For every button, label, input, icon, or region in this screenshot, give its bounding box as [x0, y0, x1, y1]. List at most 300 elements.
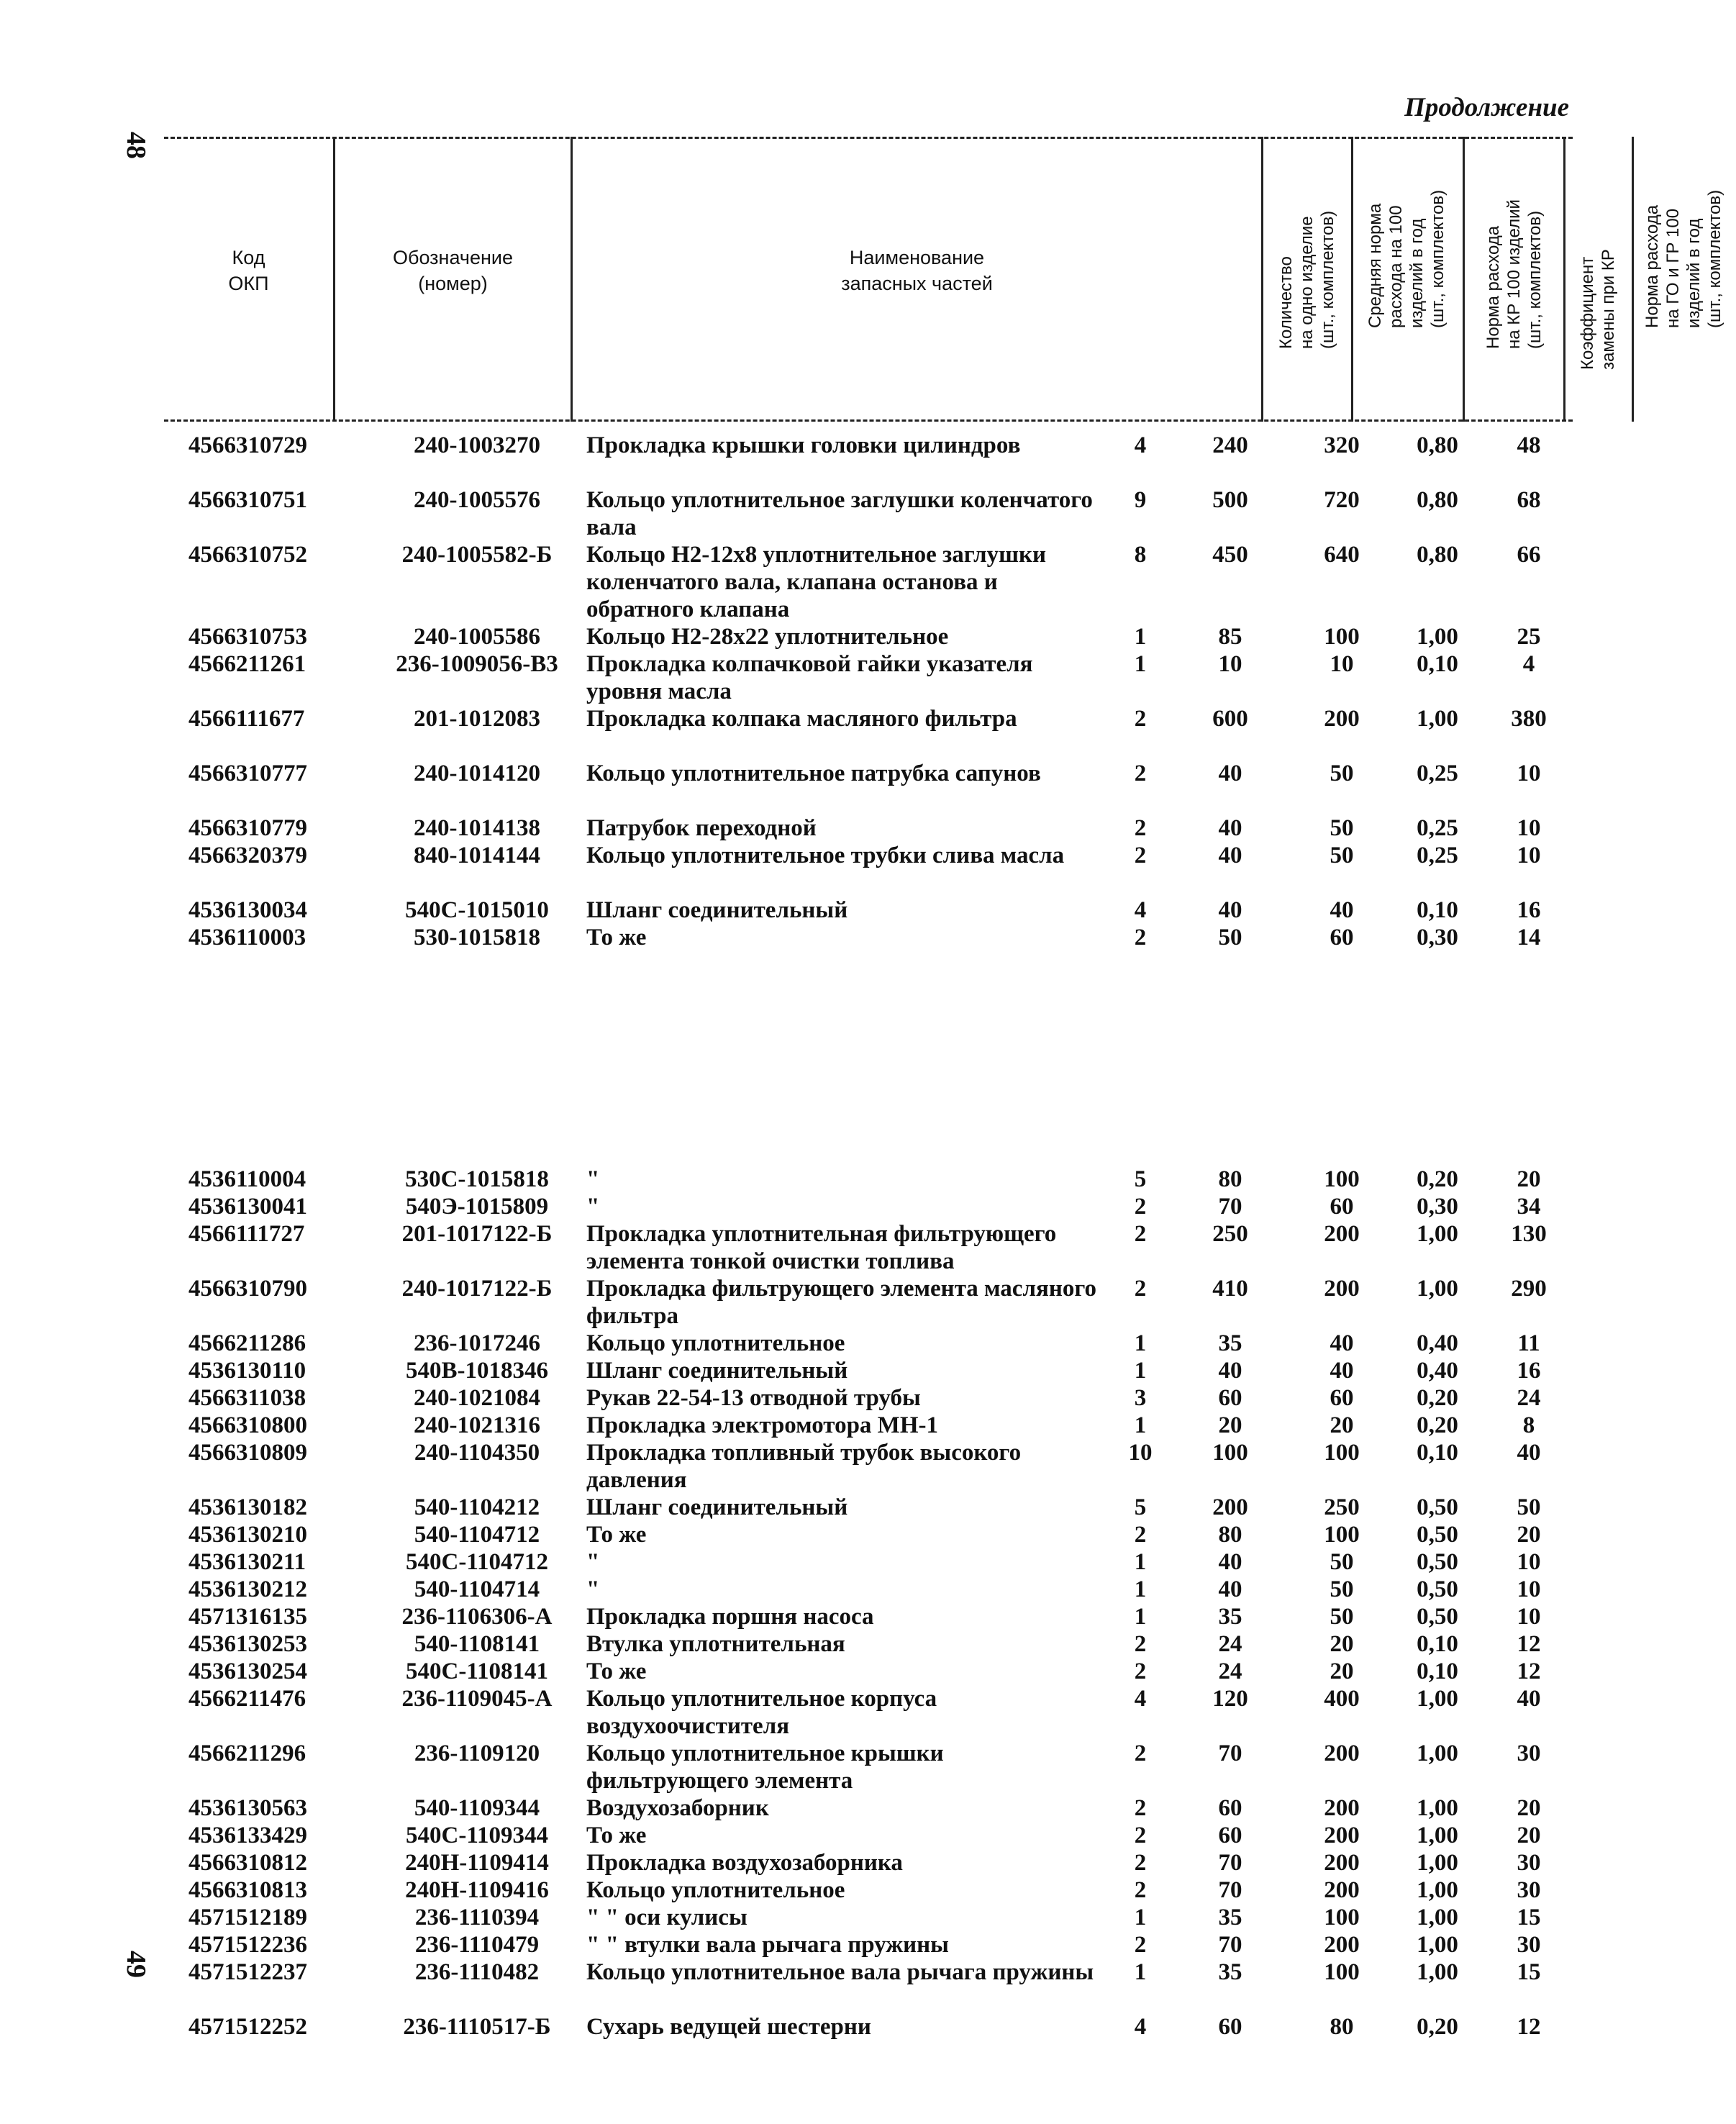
part-name: Прокладка крышки головки цилиндров: [586, 432, 1021, 458]
go-norm: 10: [1517, 1549, 1541, 1575]
qty-per-item: 2: [1134, 1221, 1147, 1247]
okp-code: 4571512189: [188, 1905, 307, 1930]
part-name: Кольцо уплотнительное корпуса воздухоочистителя: [586, 1686, 937, 1739]
replace-coef: 0,50: [1417, 1494, 1458, 1520]
go-norm: 30: [1517, 1850, 1541, 1876]
part-name: Рукав 22-54-13 отводной трубы: [586, 1385, 921, 1411]
kr-norm: 50: [1330, 843, 1354, 868]
replace-coef: 1,00: [1417, 1959, 1458, 1985]
header-qty-cell: [1261, 137, 1351, 422]
go-norm: 48: [1517, 432, 1541, 458]
go-norm: 68: [1517, 487, 1541, 513]
avg-norm: 80: [1218, 1166, 1242, 1192]
part-number: 236-1109120: [414, 1740, 540, 1766]
header-coef-cell: [1563, 137, 1632, 422]
replace-coef: 1,00: [1417, 1686, 1458, 1712]
avg-norm: 70: [1218, 1932, 1242, 1958]
okp-code: 4536130253: [188, 1631, 307, 1657]
okp-code: 4566310751: [188, 487, 307, 513]
table-row: [0, 1576, 1700, 1603]
qty-per-item: 2: [1134, 815, 1147, 841]
qty-per-item: 5: [1134, 1166, 1147, 1192]
qty-per-item: 4: [1134, 432, 1147, 458]
okp-code: 4566320379: [188, 843, 307, 868]
avg-norm: 500: [1212, 487, 1248, 513]
avg-norm: 24: [1218, 1658, 1242, 1684]
part-name: ": [586, 1194, 600, 1220]
kr-norm: 200: [1324, 1823, 1360, 1848]
header-code: Код ОКП: [228, 247, 269, 294]
table-row: [0, 1548, 1700, 1576]
go-norm: 14: [1517, 925, 1541, 950]
part-name: Прокладка колпачковой гайки указателя уровня масла: [586, 651, 1033, 704]
go-norm: 20: [1517, 1823, 1541, 1848]
part-name: ": [586, 1576, 600, 1602]
header-kr-norm: Норма расхода на КР 100 изделий (шт., комплектов): [1483, 199, 1545, 349]
go-norm: 130: [1511, 1221, 1547, 1247]
go-norm: 25: [1517, 624, 1541, 650]
okp-code: 4566311038: [188, 1385, 306, 1411]
part-number: 540С-1108141: [406, 1658, 548, 1684]
table-row: [0, 623, 1700, 650]
header-go-norm: Норма расхода на ГО и ГР 100 изделий в год (шт., комплектов): [1642, 189, 1724, 328]
okp-code: 4571512237: [188, 1959, 307, 1985]
replace-coef: 0,20: [1417, 1166, 1458, 1192]
avg-norm: 250: [1212, 1221, 1248, 1247]
kr-norm: 200: [1324, 1932, 1360, 1958]
okp-code: 4566310779: [188, 815, 307, 841]
part-number: 236-1106306-А: [401, 1604, 553, 1630]
qty-per-item: 2: [1134, 1631, 1147, 1657]
go-norm: 10: [1517, 1576, 1541, 1602]
avg-norm: 40: [1218, 1576, 1242, 1602]
table-row: [0, 1166, 1700, 1193]
okp-code: 4566310752: [188, 542, 307, 568]
go-norm: 34: [1517, 1194, 1541, 1220]
part-name: Прокладка электромотора МН-1: [586, 1412, 938, 1438]
okp-code: 4536130211: [188, 1549, 306, 1575]
okp-code: 4566310800: [188, 1412, 307, 1438]
table-row: [0, 541, 1700, 623]
part-number: 240-1003270: [414, 432, 540, 458]
okp-code: 4566310813: [188, 1877, 307, 1903]
replace-coef: 0,25: [1417, 843, 1458, 868]
kr-norm: 80: [1330, 2014, 1354, 2040]
part-number: 236-1110482: [414, 1959, 540, 1985]
part-name: Шланг соединительный: [586, 897, 848, 923]
okp-code: 4566211261: [188, 651, 306, 677]
replace-coef: 0,25: [1417, 761, 1458, 786]
table-row: [0, 2013, 1700, 2041]
part-name: Воздухозаборник: [586, 1795, 769, 1821]
part-number: 540Э-1015809: [405, 1194, 549, 1220]
replace-coef: 1,00: [1417, 1877, 1458, 1903]
part-number: 540-1104712: [414, 1522, 540, 1548]
table-row: [0, 1521, 1700, 1548]
replace-coef: 0,50: [1417, 1604, 1458, 1630]
replace-coef: 1,00: [1417, 1850, 1458, 1876]
avg-norm: 600: [1212, 706, 1248, 732]
table-row: [0, 486, 1700, 541]
avg-norm: 80: [1218, 1522, 1242, 1548]
go-norm: 12: [1517, 1631, 1541, 1657]
part-name: Кольцо уплотнительное патрубка сапунов: [586, 761, 1041, 786]
table-row: [0, 1412, 1700, 1439]
go-norm: 40: [1517, 1686, 1541, 1712]
part-name: Прокладка фильтрующего элемента масляного фильтра: [586, 1276, 1097, 1329]
table-row: [0, 1904, 1700, 1931]
replace-coef: 0,10: [1417, 897, 1458, 923]
go-norm: 10: [1517, 1604, 1541, 1630]
table-row: [0, 1193, 1700, 1220]
go-norm: 11: [1517, 1330, 1540, 1356]
table-row: [0, 1630, 1700, 1658]
avg-norm: 70: [1218, 1850, 1242, 1876]
table-row: [0, 1658, 1700, 1685]
avg-norm: 24: [1218, 1631, 1242, 1657]
okp-code: 4566211476: [188, 1686, 306, 1712]
table-row: [0, 1959, 1700, 2013]
part-name: Сухарь ведущей шестерни: [586, 2014, 871, 2040]
qty-per-item: 4: [1134, 897, 1147, 923]
header-avg-norm-cell: [1351, 137, 1463, 422]
kr-norm: 720: [1324, 487, 1360, 513]
part-number: 240-1021084: [414, 1385, 540, 1411]
okp-code: 4566310809: [188, 1440, 307, 1466]
avg-norm: 35: [1218, 1330, 1242, 1356]
table-row: [0, 1220, 1700, 1275]
part-number: 236-1109045-А: [401, 1686, 553, 1712]
page-number-top: 48: [121, 132, 151, 159]
go-norm: 12: [1517, 2014, 1541, 2040]
replace-coef: 0,20: [1417, 1385, 1458, 1411]
qty-per-item: 1: [1134, 1412, 1147, 1438]
avg-norm: 70: [1218, 1877, 1242, 1903]
header-code-cell: [164, 137, 333, 422]
qty-per-item: 2: [1134, 1658, 1147, 1684]
part-number: 236-1009056-В3: [396, 651, 558, 677]
table-body-upper: [0, 432, 1700, 951]
kr-norm: 200: [1324, 1221, 1360, 1247]
avg-norm: 35: [1218, 1959, 1242, 1985]
table-row: [0, 1275, 1700, 1330]
part-number: 540-1108141: [414, 1631, 540, 1657]
table-row: [0, 814, 1700, 842]
replace-coef: 0,40: [1417, 1330, 1458, 1356]
header-go-norm-cell: [1632, 137, 1736, 422]
go-norm: 10: [1517, 843, 1541, 868]
avg-norm: 60: [1218, 2014, 1242, 2040]
go-norm: 20: [1517, 1795, 1541, 1821]
replace-coef: 1,00: [1417, 1740, 1458, 1766]
okp-code: 4536130182: [188, 1494, 307, 1520]
avg-norm: 240: [1212, 432, 1248, 458]
kr-norm: 50: [1330, 815, 1354, 841]
replace-coef: 0,20: [1417, 2014, 1458, 2040]
qty-per-item: 5: [1134, 1494, 1147, 1520]
table-body-lower: [0, 1166, 1700, 2041]
kr-norm: 400: [1324, 1686, 1360, 1712]
okp-code: 4566310777: [188, 761, 307, 786]
part-number: 240-1005582-Б: [401, 542, 553, 568]
table-row: [0, 1384, 1700, 1412]
okp-code: 4566211296: [188, 1740, 306, 1766]
replace-coef: 0,10: [1417, 651, 1458, 677]
part-name: То же: [586, 1658, 647, 1684]
qty-per-item: 2: [1134, 1795, 1147, 1821]
table-row: [0, 1603, 1700, 1630]
replace-coef: 1,00: [1417, 1823, 1458, 1848]
kr-norm: 320: [1324, 432, 1360, 458]
replace-coef: 1,00: [1417, 1932, 1458, 1958]
part-number: 240-1104350: [414, 1440, 540, 1466]
part-number: 530-1015818: [414, 925, 540, 950]
table-row: [0, 432, 1700, 486]
part-number: 201-1012083: [414, 706, 540, 732]
kr-norm: 100: [1324, 1959, 1360, 1985]
part-name: Прокладка топливный трубок высокого давления: [586, 1440, 1022, 1493]
go-norm: 15: [1517, 1905, 1541, 1930]
part-name: Кольцо уплотнительное заглушки коленчатого вала: [586, 487, 1093, 540]
table-row: [0, 1794, 1700, 1822]
header-coef: Коэффициент замены при КР: [1578, 249, 1618, 370]
okp-code: 4536130563: [188, 1795, 307, 1821]
okp-code: 4566111677: [188, 706, 305, 732]
go-norm: 66: [1517, 542, 1541, 568]
part-name: " " оси кулисы: [586, 1905, 747, 1930]
go-norm: 30: [1517, 1740, 1541, 1766]
replace-coef: 1,00: [1417, 1905, 1458, 1930]
qty-per-item: 10: [1128, 1440, 1153, 1466]
avg-norm: 40: [1218, 843, 1242, 868]
qty-per-item: 4: [1134, 2014, 1147, 2040]
qty-per-item: 2: [1134, 843, 1147, 868]
go-norm: 12: [1517, 1658, 1541, 1684]
part-name: Прокладка поршня насоса: [586, 1604, 874, 1630]
part-name: Втулка уплотнительная: [586, 1631, 845, 1657]
okp-code: 4571512252: [188, 2014, 307, 2040]
kr-norm: 100: [1324, 1440, 1360, 1466]
part-name: ": [586, 1166, 600, 1192]
replace-coef: 1,00: [1417, 706, 1458, 732]
qty-per-item: 2: [1134, 1877, 1147, 1903]
replace-coef: 1,00: [1417, 1795, 1458, 1821]
go-norm: 30: [1517, 1932, 1541, 1958]
kr-norm: 60: [1330, 925, 1354, 950]
replace-coef: 0,80: [1417, 487, 1458, 513]
continuation-label: Продолжение: [1404, 93, 1569, 122]
table-row: [0, 1822, 1700, 1849]
qty-per-item: 1: [1134, 651, 1147, 677]
okp-code: 4566211286: [188, 1330, 306, 1356]
avg-norm: 60: [1218, 1385, 1242, 1411]
kr-norm: 50: [1330, 1604, 1354, 1630]
table-row: [0, 650, 1700, 705]
replace-coef: 0,10: [1417, 1631, 1458, 1657]
replace-coef: 1,00: [1417, 1276, 1458, 1302]
kr-norm: 100: [1324, 1166, 1360, 1192]
go-norm: 8: [1522, 1412, 1535, 1438]
qty-per-item: 2: [1134, 925, 1147, 950]
table-row: [0, 1849, 1700, 1876]
avg-norm: 85: [1218, 624, 1242, 650]
header-number: Обозначение (номер): [393, 247, 513, 294]
part-name: Шланг соединительный: [586, 1358, 848, 1384]
okp-code: 4536130210: [188, 1522, 307, 1548]
kr-norm: 20: [1330, 1658, 1354, 1684]
kr-norm: 100: [1324, 624, 1360, 650]
replace-coef: 0,50: [1417, 1549, 1458, 1575]
replace-coef: 1,00: [1417, 1221, 1458, 1247]
table-row: [0, 1330, 1700, 1357]
qty-per-item: 1: [1134, 1604, 1147, 1630]
qty-per-item: 8: [1134, 542, 1147, 568]
table-row: [0, 924, 1700, 951]
okp-code: 4536130110: [188, 1358, 306, 1384]
part-name: Патрубок переходной: [586, 815, 817, 841]
kr-norm: 60: [1330, 1194, 1354, 1220]
replace-coef: 0,10: [1417, 1658, 1458, 1684]
part-number: 540С-1104712: [406, 1549, 548, 1575]
page-number-bottom: 49: [121, 1951, 151, 1978]
okp-code: 4566310729: [188, 432, 307, 458]
go-norm: 4: [1522, 651, 1535, 677]
qty-per-item: 1: [1134, 1905, 1147, 1930]
part-name: Кольцо уплотнительное трубки слива масла: [586, 843, 1065, 868]
go-norm: 380: [1511, 706, 1547, 732]
qty-per-item: 1: [1134, 624, 1147, 650]
header-name: Наименование запасных частей: [841, 247, 993, 294]
kr-norm: 250: [1324, 1494, 1360, 1520]
qty-per-item: 2: [1134, 761, 1147, 786]
part-name: Кольцо Н2-12х8 уплотнительное заглушки коленчатого вала, клапана останова и обратного клапана: [586, 542, 1047, 622]
okp-code: 4536110003: [188, 925, 306, 950]
replace-coef: 0,20: [1417, 1412, 1458, 1438]
kr-norm: 60: [1330, 1385, 1354, 1411]
qty-per-item: 2: [1134, 706, 1147, 732]
okp-code: 4571512236: [188, 1932, 307, 1958]
kr-norm: 20: [1330, 1631, 1354, 1657]
okp-code: 4536130254: [188, 1658, 307, 1684]
kr-norm: 200: [1324, 706, 1360, 732]
kr-norm: 40: [1330, 897, 1354, 923]
replace-coef: 0,30: [1417, 1194, 1458, 1220]
replace-coef: 1,00: [1417, 624, 1458, 650]
part-number: 240-1005586: [414, 624, 540, 650]
qty-per-item: 1: [1134, 1358, 1147, 1384]
part-number: 540С-1015010: [405, 897, 549, 923]
qty-per-item: 1: [1134, 1959, 1147, 1985]
kr-norm: 200: [1324, 1795, 1360, 1821]
header-kr-norm-cell: [1463, 137, 1563, 422]
avg-norm: 35: [1218, 1905, 1242, 1930]
table-row: [0, 1685, 1700, 1740]
avg-norm: 60: [1218, 1823, 1242, 1848]
replace-coef: 0,40: [1417, 1358, 1458, 1384]
go-norm: 20: [1517, 1166, 1541, 1192]
avg-norm: 40: [1218, 815, 1242, 841]
avg-norm: 100: [1212, 1440, 1248, 1466]
part-number: 540-1104714: [414, 1576, 540, 1602]
replace-coef: 0,80: [1417, 432, 1458, 458]
qty-per-item: 1: [1134, 1576, 1147, 1602]
go-norm: 10: [1517, 815, 1541, 841]
table-row: [0, 1494, 1700, 1521]
kr-norm: 50: [1330, 761, 1354, 786]
avg-norm: 200: [1212, 1494, 1248, 1520]
part-name: Прокладка уплотнительная фильтрующего элемента тонкой очистки топлива: [586, 1221, 1057, 1274]
qty-per-item: 1: [1134, 1549, 1147, 1575]
part-number: 236-1110394: [414, 1905, 540, 1930]
table-header: [164, 137, 1724, 422]
table-row: [0, 1357, 1700, 1384]
okp-code: 4566310812: [188, 1850, 307, 1876]
avg-norm: 60: [1218, 1795, 1242, 1821]
qty-per-item: 2: [1134, 1194, 1147, 1220]
kr-norm: 100: [1324, 1522, 1360, 1548]
qty-per-item: 2: [1134, 1932, 1147, 1958]
avg-norm: 20: [1218, 1412, 1242, 1438]
part-name: Кольцо уплотнительное: [586, 1877, 845, 1903]
avg-norm: 120: [1212, 1686, 1248, 1712]
table-row: [0, 1931, 1700, 1959]
part-name: Кольцо уплотнительное вала рычага пружины: [586, 1959, 1094, 1985]
qty-per-item: 2: [1134, 1823, 1147, 1848]
part-number: 240-1021316: [414, 1412, 540, 1438]
okp-code: 4566310790: [188, 1276, 307, 1302]
okp-code: 4566310753: [188, 624, 307, 650]
go-norm: 16: [1517, 897, 1541, 923]
part-number: 240-1005576: [414, 487, 540, 513]
part-name: Кольцо Н2-28х22 уплотнительное: [586, 624, 949, 650]
part-number: 530С-1015818: [405, 1166, 549, 1192]
header-avg-norm: Средняя норма расхода на 100 изделий в год (шт., комплектов): [1365, 189, 1448, 328]
table-row: [0, 897, 1700, 924]
avg-norm: 70: [1218, 1194, 1242, 1220]
okp-code: 4536130212: [188, 1576, 307, 1602]
part-number: 540-1109344: [414, 1795, 540, 1821]
header-name-cell: [571, 137, 1261, 422]
go-norm: 290: [1511, 1276, 1547, 1302]
part-number: 240Н-1109414: [405, 1850, 549, 1876]
avg-norm: 40: [1218, 761, 1242, 786]
kr-norm: 20: [1330, 1412, 1354, 1438]
part-name: То же: [586, 1522, 647, 1548]
header-number-cell: [333, 137, 571, 422]
kr-norm: 200: [1324, 1740, 1360, 1766]
go-norm: 16: [1517, 1358, 1541, 1384]
part-number: 236-1110517-Б: [403, 2014, 551, 2040]
replace-coef: 0,10: [1417, 1440, 1458, 1466]
go-norm: 24: [1517, 1385, 1541, 1411]
kr-norm: 50: [1330, 1549, 1354, 1575]
go-norm: 10: [1517, 761, 1541, 786]
kr-norm: 100: [1324, 1905, 1360, 1930]
part-name: Кольцо уплотнительное: [586, 1330, 845, 1356]
avg-norm: 40: [1218, 897, 1242, 923]
table-row: [0, 1876, 1700, 1904]
avg-norm: 410: [1212, 1276, 1248, 1302]
kr-norm: 200: [1324, 1276, 1360, 1302]
replace-coef: 0,30: [1417, 925, 1458, 950]
part-number: 540В-1018346: [406, 1358, 548, 1384]
kr-norm: 40: [1330, 1358, 1354, 1384]
part-name: " " втулки вала рычага пружины: [586, 1932, 949, 1958]
table-row: [0, 760, 1700, 814]
okp-code: 4571316135: [188, 1604, 307, 1630]
part-name: Прокладка воздухозаборника: [586, 1850, 903, 1876]
part-number: 540С-1109344: [406, 1823, 548, 1848]
